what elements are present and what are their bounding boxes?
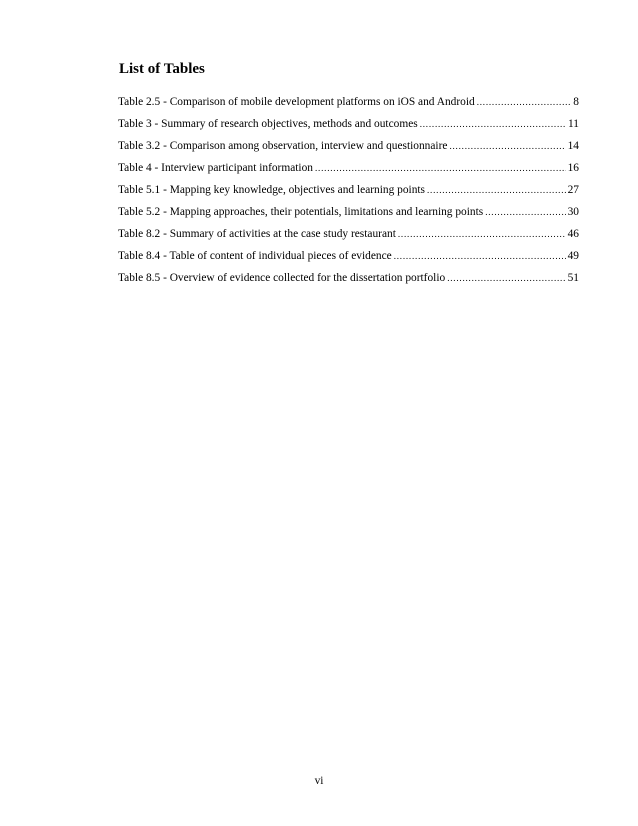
- entry-label: Table 5.2 - Mapping approaches, their potentials, limitations and learning points: [118, 206, 484, 218]
- list-item: [118, 91, 579, 113]
- dot-leader: [315, 157, 566, 179]
- dot-leader: [427, 179, 566, 201]
- entry-label: Table 4 - Interview participant information: [118, 162, 313, 174]
- entry-label: Table 5.1 - Mapping key knowledge, objectives and learning points: [118, 184, 425, 196]
- dot-leader: [449, 135, 565, 157]
- entry-page: 51: [567, 272, 579, 284]
- entry-page: 16: [567, 162, 579, 174]
- list-item: [118, 135, 579, 157]
- entry-page: 46: [567, 228, 579, 240]
- entry-page: 14: [567, 140, 579, 152]
- list-item: [118, 201, 579, 223]
- entry-label: Table 8.4 - Table of content of individual pieces of evidence: [118, 250, 392, 262]
- list-item: [118, 157, 579, 179]
- entry-page: 49: [567, 250, 579, 262]
- page-title: List of Tables: [119, 61, 205, 77]
- entry-page: 11: [568, 118, 579, 130]
- entry-label: Table 3.2 - Comparison among observation, interview and questionnaire: [118, 140, 448, 152]
- dot-leader: [477, 91, 572, 113]
- entry-page: 27: [567, 184, 579, 196]
- entry-page: 8: [573, 96, 579, 108]
- entry-label: Table 3 - Summary of research objectives, methods and outcomes: [118, 118, 418, 130]
- entry-label: Table 8.2 - Summary of activities at the case study restaurant: [118, 228, 396, 240]
- list-item: [118, 179, 579, 201]
- page-number: vi: [314, 775, 324, 787]
- list-item: [118, 113, 579, 135]
- list-item: [118, 267, 579, 289]
- entry-label: Table 8.5 - Overview of evidence collected for the dissertation portfolio: [118, 272, 446, 284]
- table-list: [118, 91, 579, 289]
- entry-label: Table 2.5 - Comparison of mobile development platforms on iOS and Android: [118, 96, 475, 108]
- entry-page: 30: [567, 206, 579, 218]
- list-item: [118, 223, 579, 245]
- dot-leader: [447, 267, 565, 289]
- dot-leader: [420, 113, 566, 135]
- list-item: [118, 245, 579, 267]
- dot-leader: [398, 223, 566, 245]
- dot-leader: [394, 245, 566, 267]
- dot-leader: [485, 201, 565, 223]
